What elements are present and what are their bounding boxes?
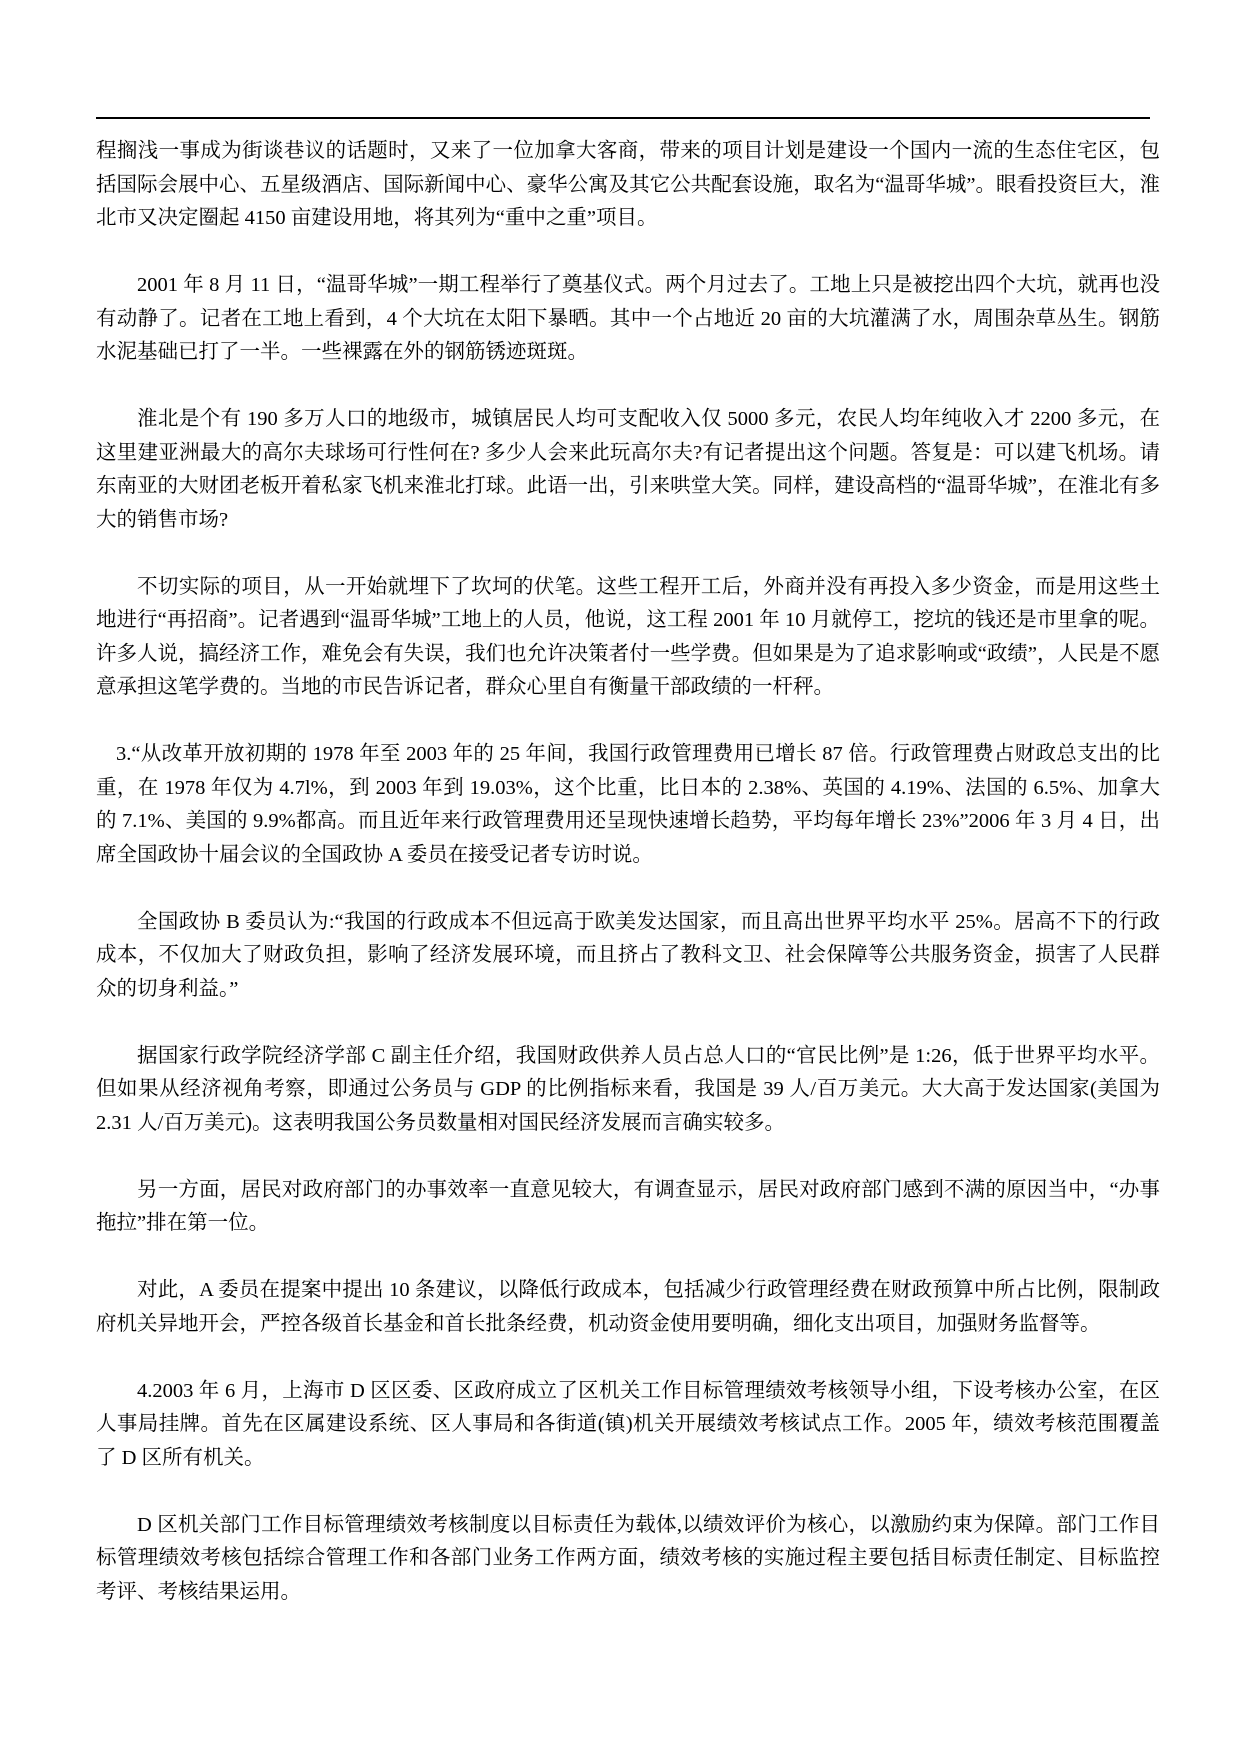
- paragraph-member-b-opinion: 全国政协 B 委员认为:“我国的行政成本不但远高于欧美发达国家，而且高出世界平均水平 25%。居高不下的行政成本，不仅加大了财政负担，影响了经济发展环境，而且挤占了教科文卫、社会保障等公共服务资金，损害了人民群众的切身利益。”: [96, 910, 1160, 1000]
- paragraph-huaibei-feasibility: 淮北是个有 190 多万人口的地级市，城镇居民人均可支配收入仅 5000 多元，农民人均年纯收入才 2200 多元，在这里建亚洲最大的高尔夫球场可行性何在? 多少人会来此玩高尔夫?有记者提出这个问题。答复是：可以建飞机场。请东南亚的大财团老板开着私家飞机来淮北打球。此语一出，引来哄堂大笑。同样，建设高档的“温哥华城”，在淮北有多大的销售市场?: [96, 408, 1160, 531]
- paragraph-official-ratio: 据国家行政学院经济学部 C 副主任介绍，我国财政供养人员占总人口的“官民比例”是 1:26，低于世界平均水平。但如果从经济视角考察，即通过公务员与 GDP 的比例指标来看，我国是 39 人/百万美元。大大高于发达国家(美国为 2.31 人/百万美元)。这表明我国公务员数量相对国民经济发展而言确实较多。: [96, 1044, 1160, 1134]
- paragraph-continuation-vancouver-city: 程搁浅一事成为街谈巷议的话题时，又来了一位加拿大客商，带来的项目计划是建设一个国内一流的生态住宅区，包括国际会展中心、五星级酒店、国际新闻中心、豪华公寓及其它公共配套设施，取名为“温哥华城”。眼看投资巨大，淮北市又决定圈起 4150 亩建设用地，将其列为“重中之重”项目。: [96, 140, 1160, 229]
- paragraph-efficiency-complaints: 另一方面，居民对政府部门的办事效率一直意见较大，有调查显示，居民对政府部门感到不满的原因当中，“办事拖拉”排在第一位。: [96, 1178, 1160, 1234]
- paragraph-section-4-shanghai-d-district: 4.2003 年 6 月，上海市 D 区区委、区政府成立了区机关工作目标管理绩效考核领导小组，下设考核办公室，在区人事局挂牌。首先在区属建设系统、区人事局和各街道(镇)机关开展绩效考核试点工作。2005 年，绩效考核范围覆盖了 D 区所有机关。: [96, 1379, 1160, 1469]
- paragraph-unrealistic-projects: 不切实际的项目，从一开始就埋下了坎坷的伏笔。这些工程开工后，外商并没有再投入多少资金，而是用这些土地进行“再招商”。记者遇到“温哥华城”工地上的人员，他说，这工程 2001 年 10 月就停工，挖坑的钱还是市里拿的呢。许多人说，搞经济工作，难免会有失误，我们也允许决策者付一些学费。但如果是为了追求影响或“政绩”，人民是不愿意承担这笔学费的。当地的市民告诉记者，群众心里自有衡量干部政绩的一杆秤。: [96, 575, 1160, 698]
- header-rule: [96, 117, 1150, 119]
- paragraph-section-3-admin-costs: 3.“从改革开放初期的 1978 年至 2003 年的 25 年间，我国行政管理费用已增长 87 倍。行政管理费占财政总支出的比重，在 1978 年仅为 4.7l%，到 2003 年到 19.03%，这个比重，比日本的 2.38%、英国的 4.19%、法国的 6.5%、加拿大的 7.1%、美国的 9.9%都高。而且近年来行政管理费用还呈现快速增长趋势，平均每年增长 23%”2006 年 3 月 4 日，出席全国政协十届会议的全国政协 A 委员在接受记者专访时说。: [96, 743, 1160, 866]
- paragraph-performance-assessment-system: D 区机关部门工作目标管理绩效考核制度以目标责任为载体,以绩效评价为核心，以激励约束为保障。部门工作目标管理绩效考核包括综合管理工作和各部门业务工作两方面，绩效考核的实施过程主要包括目标责任制定、目标监控考评、考核结果运用。: [96, 1513, 1160, 1603]
- document-body: [96, 135, 1160, 1643]
- paragraph-groundbreaking-ceremony: 2001 年 8 月 11 日，“温哥华城”一期工程举行了奠基仪式。两个月过去了。工地上只是被挖出四个大坑，就再也没有动静了。记者在工地上看到，4 个大坑在太阳下暴晒。其中一个占地近 20 亩的大坑灌满了水，周围杂草丛生。钢筋水泥基础已打了一半。一些裸露在外的钢筋锈迹斑斑。: [96, 274, 1160, 363]
- paragraph-member-a-proposals: 对此，A 委员在提案中提出 10 条建议，以降低行政成本，包括减少行政管理经费在财政预算中所占比例，限制政府机关异地开会，严控各级首长基金和首长批条经费，机动资金使用要明确，细化支出项目，加强财务监督等。: [96, 1279, 1160, 1335]
